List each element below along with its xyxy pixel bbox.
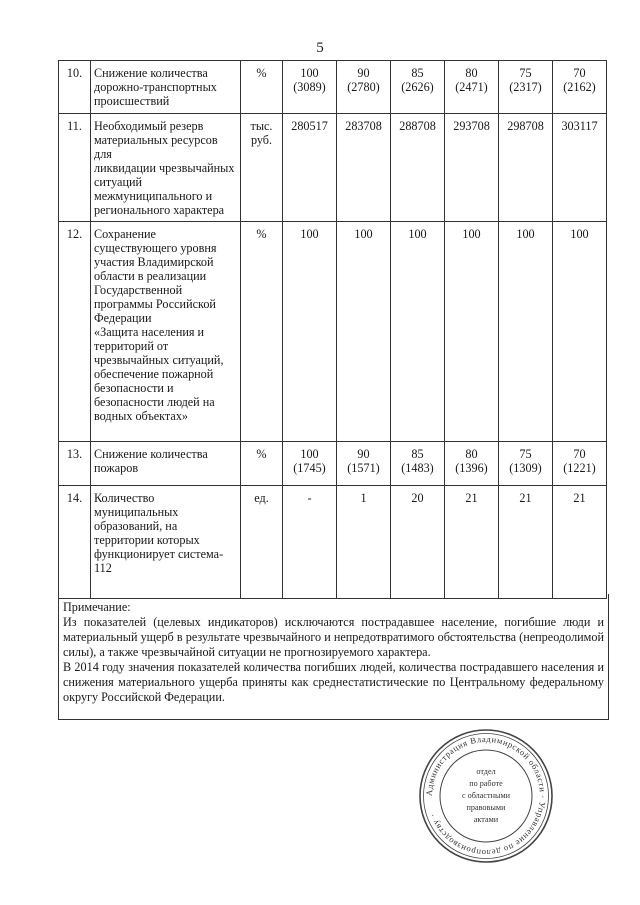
note-title: Примечание: [63,600,131,614]
indicator-name-line: муниципальных [94,505,179,519]
indicator-name-line: территории которых [94,533,200,547]
value-line: (1221) [563,461,596,475]
indicator-name-line: регионального характера [94,203,225,217]
value-cell [553,61,607,114]
official-stamp [418,728,554,864]
value-cell [499,222,553,442]
row-number: 12. [59,222,91,442]
value-line: 90 [357,66,370,80]
value-cell [283,486,337,599]
value-cell [445,61,499,114]
value-line: 70 [573,66,586,80]
value-line: 288708 [399,119,436,133]
value-line: (1309) [509,461,542,475]
indicator-name-line: чрезвычайных ситуаций, [94,353,224,367]
value-line: 80 [465,66,478,80]
stamp-line-3: с областными [461,791,511,800]
value-line: 100 [300,447,319,461]
unit-cell [241,61,283,114]
table-row [59,61,607,114]
value-line: 75 [519,447,532,461]
indicator-name-line: Снижение количества [94,66,208,80]
value-cell [391,114,445,222]
indicator-name-line: Снижение количества [94,447,208,461]
indicator-name-line: безопасности и [94,381,174,395]
value-cell [337,61,391,114]
indicator-name-line: образований, на [94,519,178,533]
value-line: 20 [411,491,424,505]
value-cell [499,442,553,486]
row-number: 14. [59,486,91,599]
value-line: 293708 [453,119,490,133]
value-line: 100 [570,227,589,241]
value-line: (2162) [563,80,596,94]
indicator-name-line: Государственной [94,283,183,297]
value-cell [553,442,607,486]
value-line: 100 [408,227,427,241]
value-cell [553,486,607,599]
value-cell [391,442,445,486]
value-cell [337,486,391,599]
row-number: 11. [59,114,91,222]
value-line: 100 [300,66,319,80]
row-number: 13. [59,442,91,486]
value-cell [445,114,499,222]
value-line: 298708 [507,119,544,133]
value-line: 85 [411,447,424,461]
unit-line: % [256,66,267,80]
indicator-name-line: участия Владимирской [94,255,214,269]
stamp-line-4: правовыми [466,803,506,812]
row-number: 10. [59,61,91,114]
value-line: (2471) [455,80,488,94]
indicator-name [91,486,241,599]
indicator-name-line: функционирует система- [94,547,224,561]
value-line: 100 [516,227,535,241]
value-line: (1396) [455,461,488,475]
value-line: 21 [465,491,478,505]
unit-cell [241,222,283,442]
value-line: 283708 [345,119,382,133]
value-cell [499,61,553,114]
value-line: 100 [300,227,319,241]
value-cell [445,442,499,486]
indicator-name-line: 112 [94,561,112,575]
unit-cell [241,114,283,222]
value-line: 1 [360,491,367,505]
indicator-name-line: программы Российской [94,297,216,311]
indicator-name-line: Сохранение [94,227,156,241]
value-line: (2317) [509,80,542,94]
unit-line: руб. [250,133,273,147]
stamp-line-5: актами [473,815,499,824]
value-line: 100 [462,227,481,241]
value-cell [553,114,607,222]
note-paragraph-1: Из показателей (целевых индикаторов) исключаются пострадавшее население, погибшие люди и материальный ущерб в результате чрезвычайного и непредотвратимого обстоятельства (непреодолимой силы), а также чрезвычайной ситуации не прогнозируемого характера. [63,615,604,659]
table-row [59,222,607,442]
indicator-name-line: «Защита населения и [94,325,205,339]
indicator-name [91,61,241,114]
indicator-name-line: Количество [94,491,155,505]
value-line: 90 [357,447,370,461]
value-line: 21 [573,491,586,505]
stamp-line-2: по работе [469,779,503,788]
value-cell [283,114,337,222]
value-cell [391,222,445,442]
value-line: (2626) [401,80,434,94]
table-row [59,486,607,599]
page-number: 5 [316,40,324,56]
value-cell [553,222,607,442]
value-line: 303117 [561,119,598,133]
indicator-name [91,442,241,486]
indicator-name-line: ликвидации чрезвычайных [94,161,235,175]
indicator-name-line: области в реализации [94,269,207,283]
value-cell [337,114,391,222]
value-line: 70 [573,447,586,461]
indicator-name-line: Необходимый резерв [94,119,204,133]
value-line: (2780) [347,80,380,94]
indicator-name-line: ситуаций [94,175,143,189]
note-paragraph-2: В 2014 году значения показателей количества погибших людей, количества пострадавшего населения и снижения материального ущерба приняты как среднестатистические по Центральному федеральному округу Российской Федерации. [63,660,604,704]
indicator-name-line: обеспечение пожарной [94,367,214,381]
indicator-name-line: существующего уровня [94,241,217,255]
unit-line: ед. [254,491,269,505]
value-cell [445,222,499,442]
value-line: 21 [519,491,532,505]
indicator-name [91,222,241,442]
value-cell [283,222,337,442]
unit-cell [241,486,283,599]
indicators-table [58,60,607,599]
value-cell [283,61,337,114]
value-line: (1571) [347,461,380,475]
value-cell [337,222,391,442]
note-box [58,594,609,720]
value-cell [283,442,337,486]
indicator-name [91,114,241,222]
indicator-name-line: происшествий [94,94,170,108]
value-line: (1483) [401,461,434,475]
value-line: 100 [354,227,373,241]
stamp-ring-text: Администрация Владимирской области · Управление по делопроизводству · [423,733,549,859]
value-cell [391,61,445,114]
indicator-name-line: водных объектах» [94,409,189,423]
value-line: 75 [519,66,532,80]
table-row [59,114,607,222]
value-line: - [307,491,312,505]
indicator-name-line: территорий от [94,339,169,353]
stamp-line-1: отдел [476,767,496,776]
indicator-name-line: пожаров [94,461,139,475]
value-cell [445,486,499,599]
unit-line: тыс. [250,119,273,133]
value-cell [499,114,553,222]
table-row [59,442,607,486]
value-line: 80 [465,447,478,461]
value-line: 85 [411,66,424,80]
indicator-name-line: Федерации [94,311,152,325]
value-line: (1745) [293,461,326,475]
indicator-name-line: межмуниципального и [94,189,213,203]
indicator-name-line: безопасности людей на [94,395,215,409]
indicator-name-line: материальных ресурсов для [94,133,218,161]
value-line: (3089) [293,80,326,94]
value-cell [391,486,445,599]
unit-line: % [256,447,267,461]
unit-cell [241,442,283,486]
unit-line: % [256,227,267,241]
value-cell [499,486,553,599]
indicator-name-line: дорожно-транспортных [94,80,217,94]
value-line: 280517 [291,119,328,133]
value-cell [337,442,391,486]
